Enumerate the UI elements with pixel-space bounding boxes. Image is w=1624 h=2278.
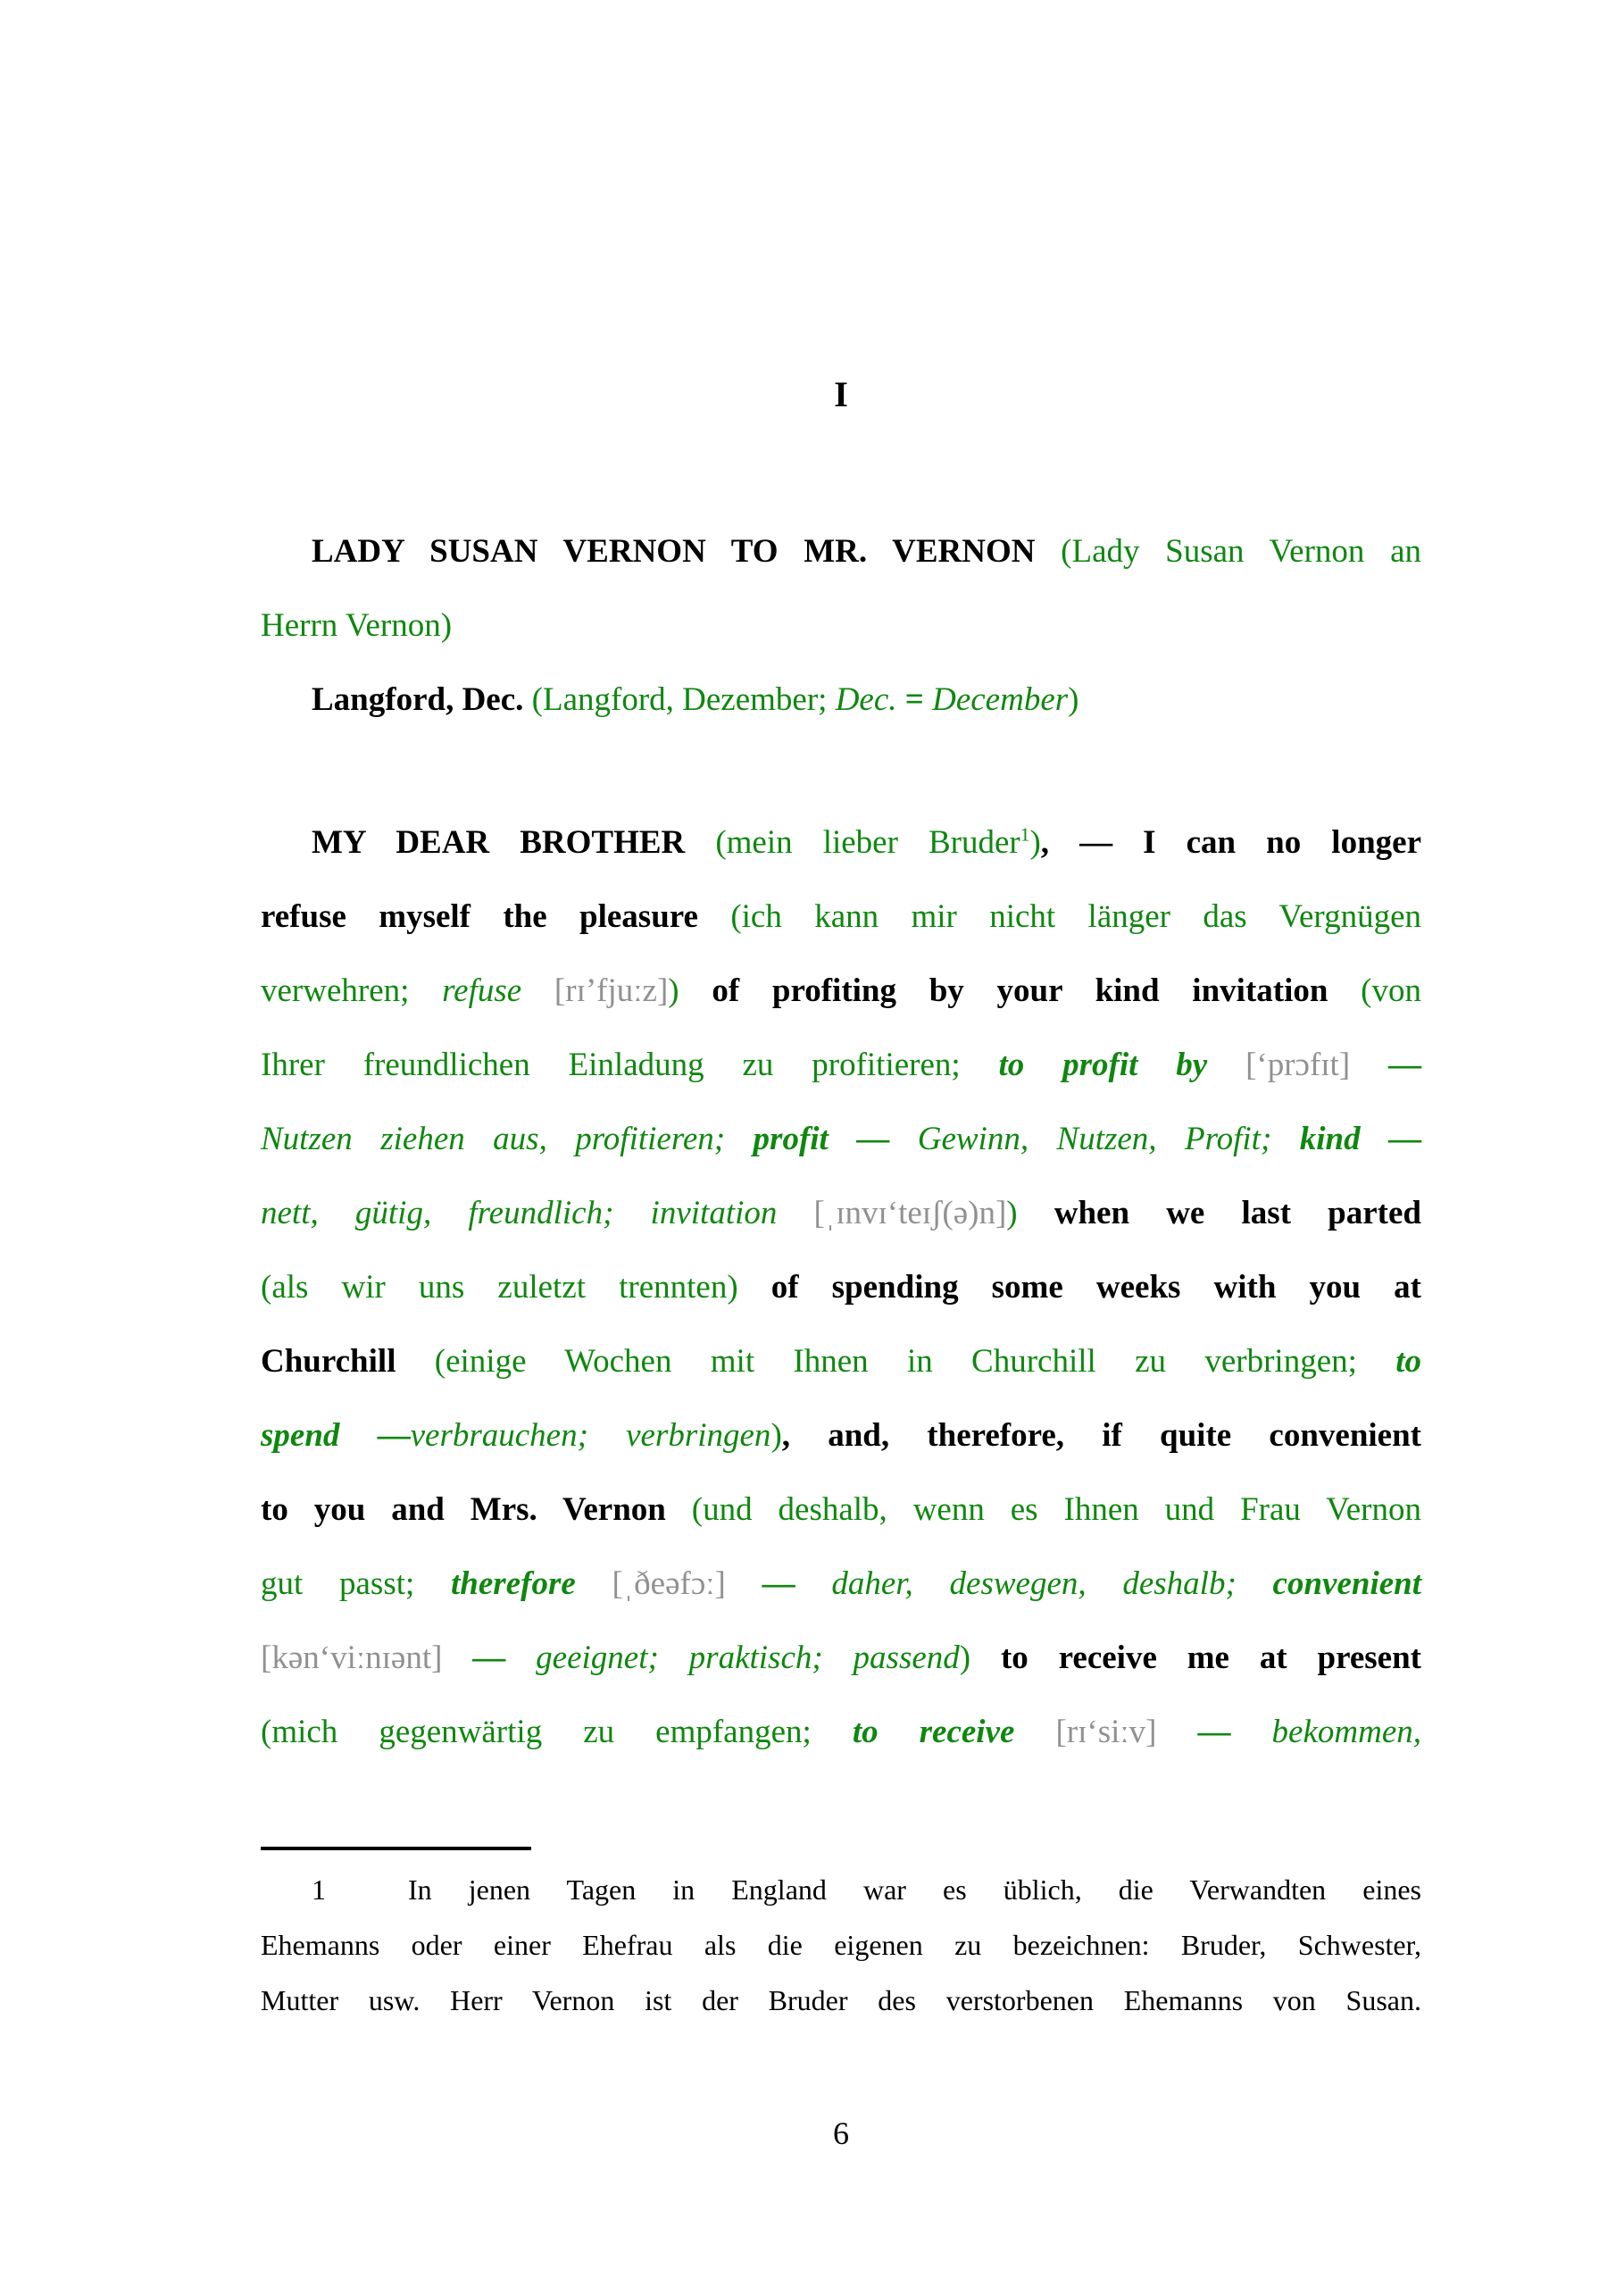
text-line: [261, 1621, 1421, 1695]
text-line: [261, 1695, 1421, 1769]
text-line: [261, 1862, 1421, 1917]
text-segment-fn: In jenen Tagen in England war es üblich, die Verwandten eines: [408, 1873, 1421, 1906]
footnote: [261, 1862, 1421, 2028]
text-segment-fn: Ehemanns oder einer Ehefrau als die eigenen zu bezeichnen: Bruder, Schwester,: [261, 1929, 1421, 1961]
text-line: [261, 954, 1421, 1028]
text-segment-di: Nutzen ziehen aus, profitieren;: [261, 1121, 754, 1157]
text-segment-tr: [rɪ’fjuːz]: [554, 972, 669, 1009]
text-segment-di: nett, gütig, freundlich; invitation: [261, 1195, 814, 1231]
text-segment-de: (von: [1361, 972, 1421, 1009]
text-segment-db: —: [442, 1640, 537, 1676]
text-segment-de: ): [770, 1417, 782, 1454]
text-segment-de: (als wir uns zuletzt trennten): [261, 1269, 771, 1306]
page-number: 6: [833, 2115, 849, 2151]
text-line: [261, 1176, 1421, 1250]
text-segment-di: geeignet; praktisch; passend: [536, 1640, 960, 1676]
text-segment-di: refuse: [442, 972, 554, 1009]
text-segment-en: to receive me at present: [1000, 1640, 1421, 1676]
text-segment-dbi: convenient: [1272, 1565, 1421, 1602]
text-segment-de: ): [1029, 824, 1041, 861]
text-segment-tr: [ˌɪnvɪ‘teɪʃ(ə)n]: [813, 1195, 1007, 1231]
text-segment-en: to you and Mrs. Vernon: [261, 1491, 692, 1528]
text-segment-en: , — I can no longer: [1040, 824, 1421, 861]
text-line: [261, 1398, 1421, 1473]
text-segment-de: Herrn Vernon): [261, 607, 453, 644]
text-line: [261, 588, 1421, 663]
text-segment-de: ): [959, 1640, 1001, 1676]
text-segment-de: ): [668, 972, 712, 1009]
text-column: [261, 375, 1421, 2153]
text-segment-tr: [‘prɔfɪt]: [1245, 1047, 1351, 1083]
text-segment-en: of spending some weeks with you at: [770, 1269, 1422, 1306]
text-segment-tr: [kən‘viːnɪənt]: [261, 1640, 443, 1676]
text-segment-di: verbrauchen; verbringen: [410, 1417, 771, 1454]
text-segment-db: —: [1360, 1121, 1422, 1157]
text-line: [261, 1324, 1421, 1398]
text-segment-db: —: [377, 1417, 411, 1454]
text-segment-dbi: kind: [1299, 1121, 1361, 1157]
text-segment-tr: [ˌðeəfɔː]: [612, 1565, 726, 1602]
footnote-separator: [261, 1847, 531, 1850]
text-segment-db: —: [1350, 1047, 1422, 1083]
text-line: [261, 514, 1421, 588]
text-line: [261, 1102, 1421, 1176]
text-segment-dbi: profit: [753, 1121, 829, 1157]
text-segment-de: (ich kann mir nicht länger das Vergnügen: [730, 898, 1421, 935]
text-line: [261, 1973, 1421, 2028]
letter-title: [261, 514, 1421, 663]
text-segment-fn: 1: [312, 1873, 326, 1906]
text-segment-de: (mich gegenwärtig zu empfangen;: [261, 1714, 853, 1750]
text-line: [261, 1473, 1421, 1547]
text-segment-en: , and, therefore, if quite convenient: [781, 1417, 1421, 1454]
text-line: [261, 1547, 1421, 1621]
text-segment-dbi: to: [1395, 1343, 1421, 1380]
chapter-heading: I: [834, 374, 848, 414]
text-segment-en: LADY SUSAN VERNON TO MR. VERNON: [312, 533, 1062, 570]
text-segment-en: refuse myself the pleasure: [261, 898, 731, 935]
text-line: [261, 1917, 1421, 1973]
text-segment-db: —: [828, 1121, 918, 1157]
text-segment-de: (mein lieber Bruder: [715, 824, 1020, 861]
text-segment-de: (einige Wochen mit Ihnen in Churchill zu verbringen;: [434, 1343, 1396, 1380]
text-segment-di: Gewinn, Nutzen, Profit;: [917, 1121, 1300, 1157]
text-segment-en: Churchill: [261, 1343, 435, 1380]
letter-body-paragraph: [261, 805, 1421, 1769]
text-segment-db: —: [1156, 1714, 1272, 1750]
text-segment-de: verwehren;: [261, 972, 443, 1009]
text-segment-de: (Lady Susan Vernon an: [1061, 533, 1421, 570]
text-line: [261, 1028, 1421, 1102]
text-line: [261, 880, 1421, 954]
text-segment-en: MY DEAR BROTHER: [312, 824, 716, 861]
text-segment-de: Ihrer freundlichen Einladung zu profitieren;: [261, 1047, 999, 1083]
letter-dateline: [261, 663, 1421, 737]
text-segment-dbi: spend: [261, 1417, 378, 1454]
text-segment-di: Dec.: [835, 681, 897, 718]
text-segment-dbi: to profit by: [998, 1047, 1246, 1083]
text-segment-sup: 1: [1020, 823, 1030, 846]
text-segment-de: ): [1068, 681, 1079, 718]
text-segment-di: daher, deswegen, deshalb;: [831, 1565, 1273, 1602]
text-segment-db: —: [725, 1565, 832, 1602]
text-segment-dbi: to receive: [852, 1714, 1056, 1750]
text-segment-en: when we last parted: [1054, 1195, 1421, 1231]
text-line: [261, 663, 1421, 737]
text-segment-en: Langford, Dec.: [312, 681, 532, 718]
text-line: [261, 805, 1421, 880]
text-segment-fn: Mutter usw. Herr Vernon ist der Bruder des verstorbenen Ehemanns von Susan.: [261, 1984, 1421, 2016]
text-segment-dbi: therefore: [451, 1565, 612, 1602]
text-segment-di: bekommen,: [1271, 1714, 1421, 1750]
text-segment-di: December: [932, 681, 1069, 718]
text-segment-en: of profiting by your kind invitation: [712, 972, 1362, 1009]
text-line: [261, 1250, 1421, 1324]
text-segment-de: ): [1006, 1195, 1054, 1231]
text-segment-de: gut passt;: [261, 1565, 452, 1602]
text-segment-db: =: [896, 681, 933, 718]
text-segment-tr: [rɪ‘siːv]: [1055, 1714, 1157, 1750]
text-segment-de: (und deshalb, wenn es Ihnen und Frau Vernon: [691, 1491, 1421, 1528]
text-segment-de: (Langford, Dezember;: [531, 681, 836, 718]
